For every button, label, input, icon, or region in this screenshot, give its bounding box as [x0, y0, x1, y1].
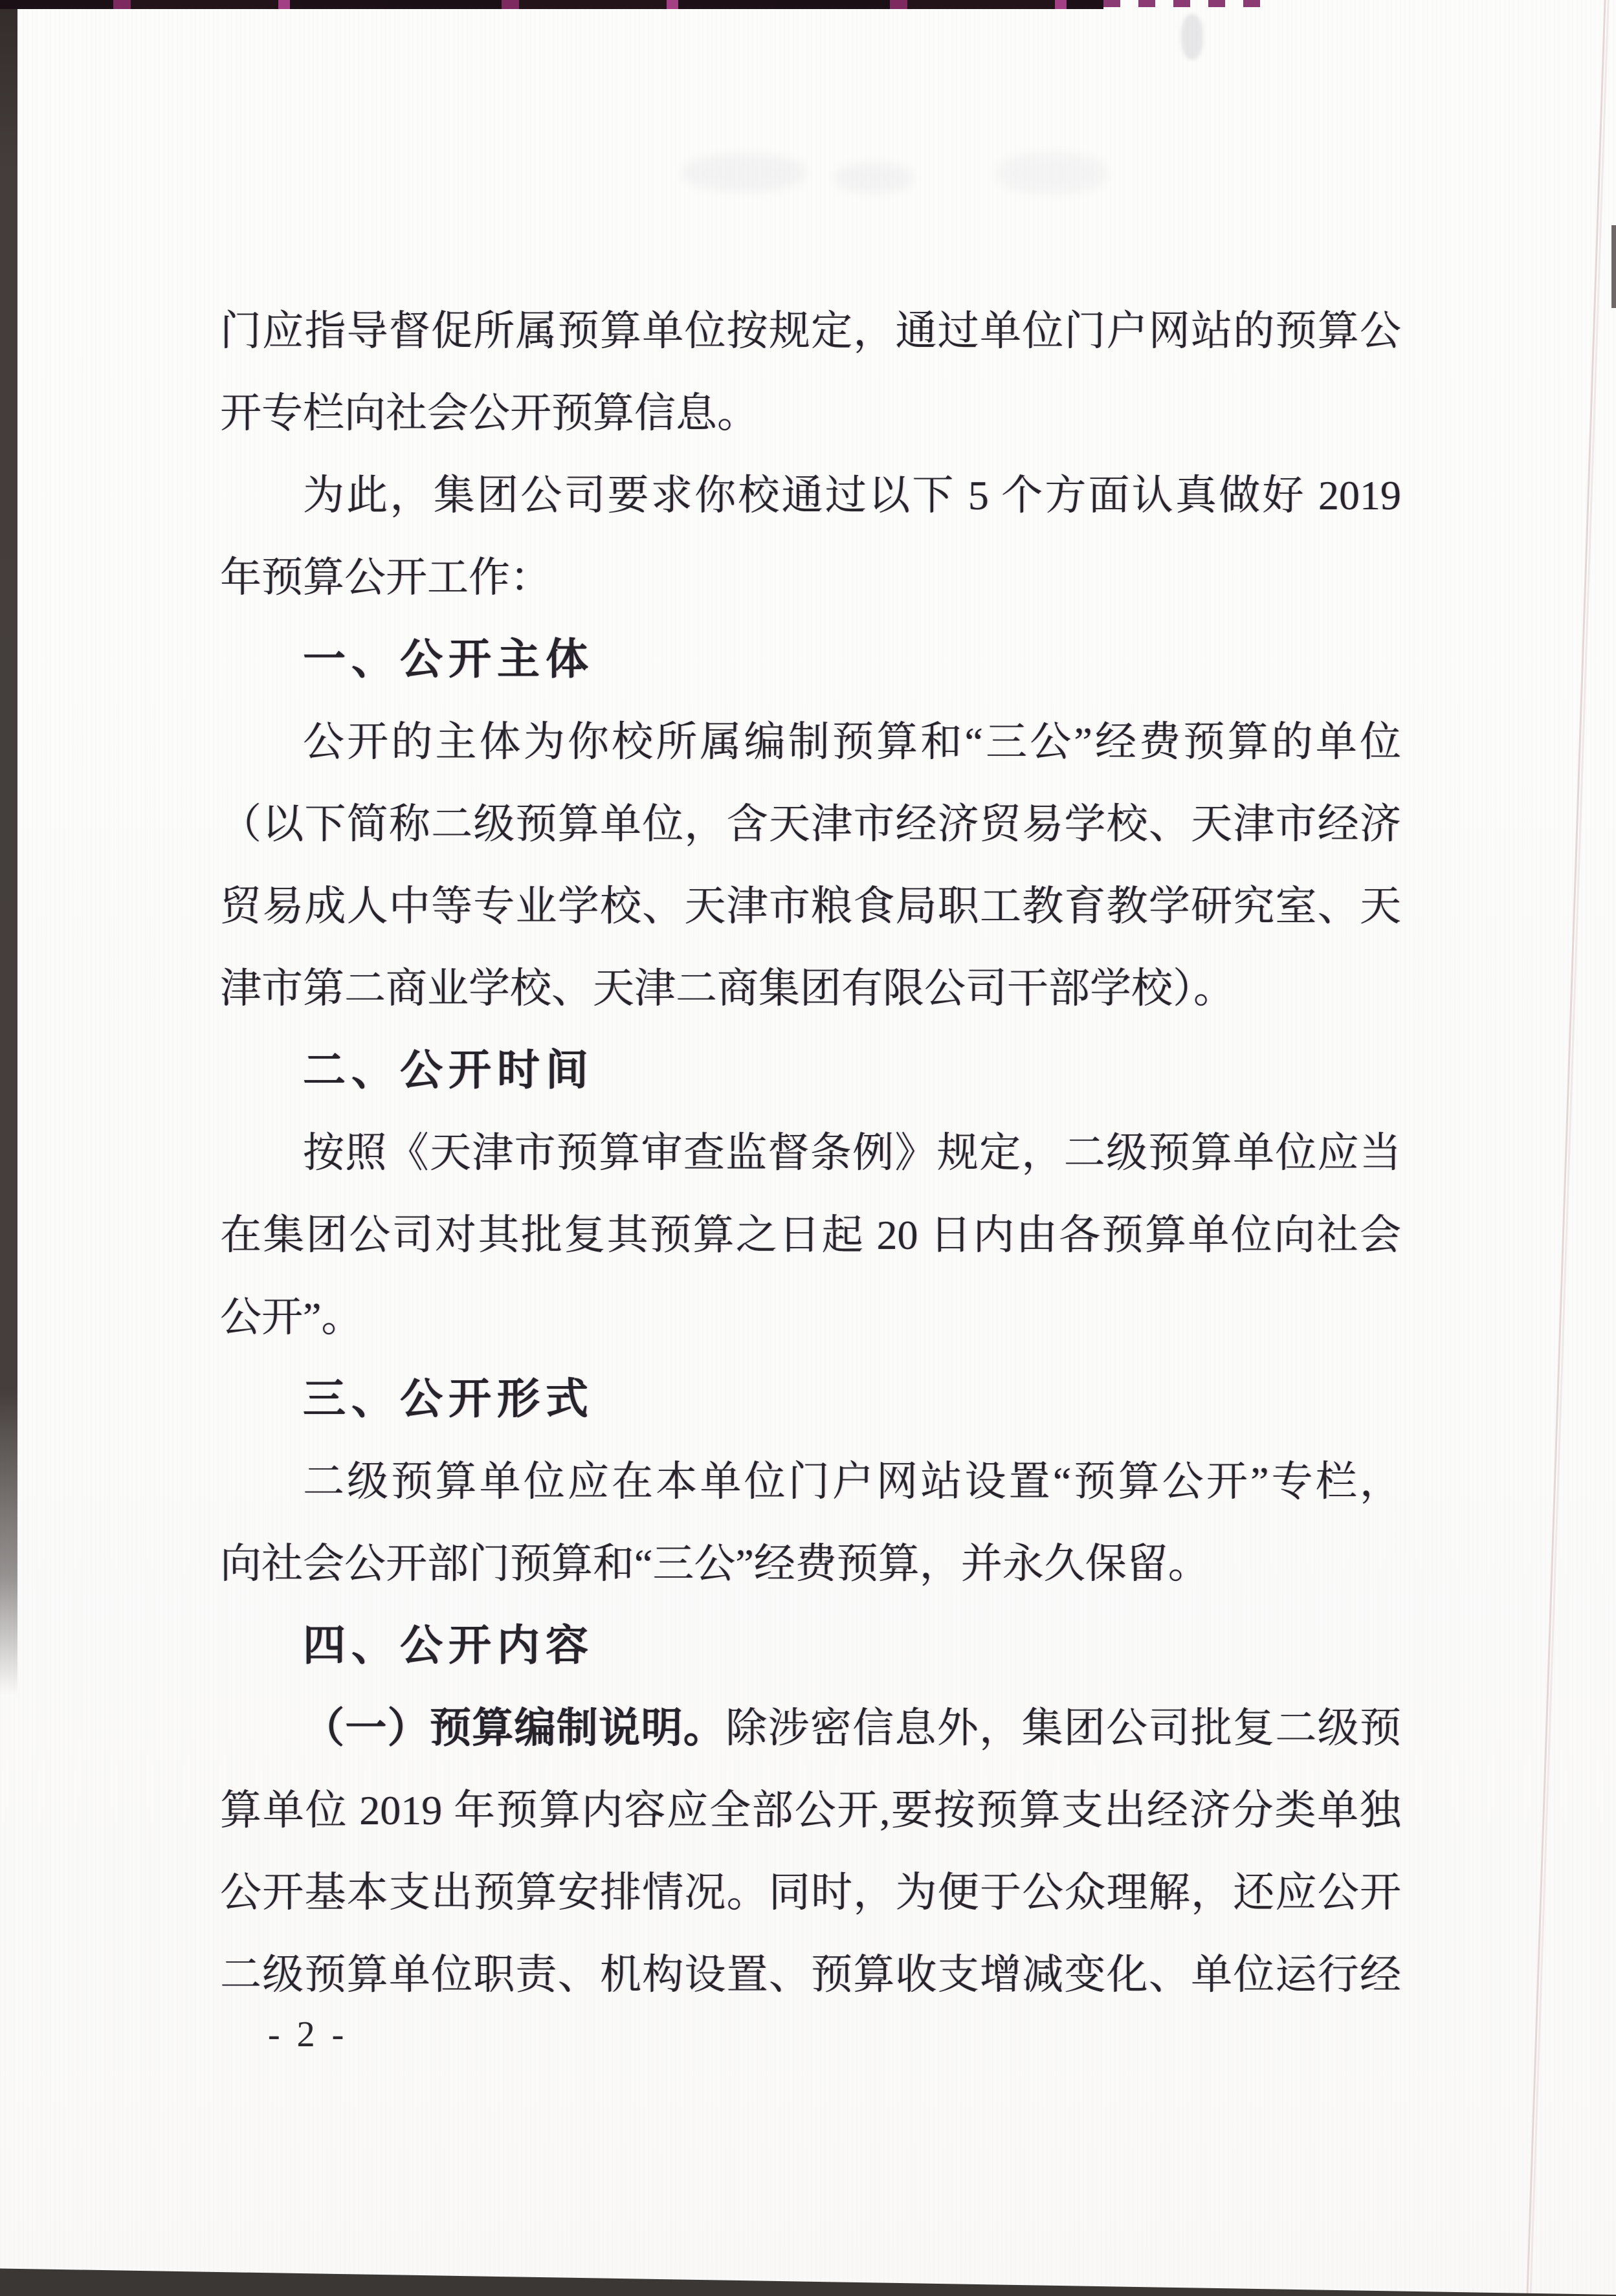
document-body [220, 290, 1401, 2016]
text-line: 贸易成人中等专业学校、天津市粮食局职工教育教学研究室、天 [220, 883, 1401, 929]
text-line: 为此，集团公司要求你校通过以下 5 个方面认真做好 2019 [303, 472, 1401, 518]
section-heading: 一、公开主体 [303, 636, 594, 683]
paper-edge-crease-line [1525, 0, 1606, 2296]
text-line: 在集团公司对其批复其预算之日起 20 日内由各预算单位向社会 [220, 1212, 1401, 1258]
text-line: 二级预算单位应在本单位门户网站设置“预算公开”专栏， [303, 1459, 1401, 1505]
text-line: 公开基本支出预算安排情况。同时，为便于公众理解，还应公开 [220, 1870, 1401, 1915]
scanner-edge-right-sliver [1611, 225, 1616, 308]
text-line: 二级预算单位职责、机构设置、预算收支增减变化、单位运行经 [220, 1952, 1401, 1998]
section-heading: 二、公开时间 [303, 1047, 594, 1094]
section-heading: 四、公开内容 [303, 1622, 594, 1670]
text-line: （一）预算编制说明。除涉密信息外，集团公司批复二级预 [303, 1705, 1402, 1751]
text-line: 向社会公开部门预算和“三公”经费预算，并永久保留。 [220, 1541, 1210, 1587]
text-line: 津市第二商业学校、天津二商集团有限公司干部学校）。 [220, 966, 1235, 1011]
bleedthrough-smudge [997, 153, 1107, 194]
text-line: 门应指导督促所属预算单位按规定，通过单位门户网站的预算公 [220, 308, 1401, 354]
scanner-edge-top-dashes [1103, 0, 1278, 7]
bleedthrough-smudge [683, 154, 806, 192]
scanner-edge-top [0, 0, 1103, 9]
text-line: 按照《天津市预算审查监督条例》规定，二级预算单位应当 [303, 1130, 1401, 1176]
text-line: 公开的主体为你校所属编制预算和“三公”经费预算的单位 [303, 719, 1401, 765]
scanner-edge-bottom [0, 2268, 1616, 2296]
text-line: 公开”。 [220, 1294, 363, 1340]
text-line: （以下简称二级预算单位，含天津市经济贸易学校、天津市经济 [220, 801, 1401, 847]
page-number: - 2 - [268, 2015, 348, 2055]
scanner-edge-left [0, 0, 17, 1695]
section-heading: 三、公开形式 [303, 1376, 594, 1423]
scan-speck [1181, 14, 1203, 60]
text-line: 开专栏向社会公开预算信息。 [220, 390, 758, 436]
text-line: 年预算公开工作： [220, 555, 551, 601]
bleedthrough-smudge [835, 163, 913, 193]
text-line: 算单位 2019 年预算内容应全部公开,要按预算支出经济分类单独 [220, 1787, 1401, 1833]
